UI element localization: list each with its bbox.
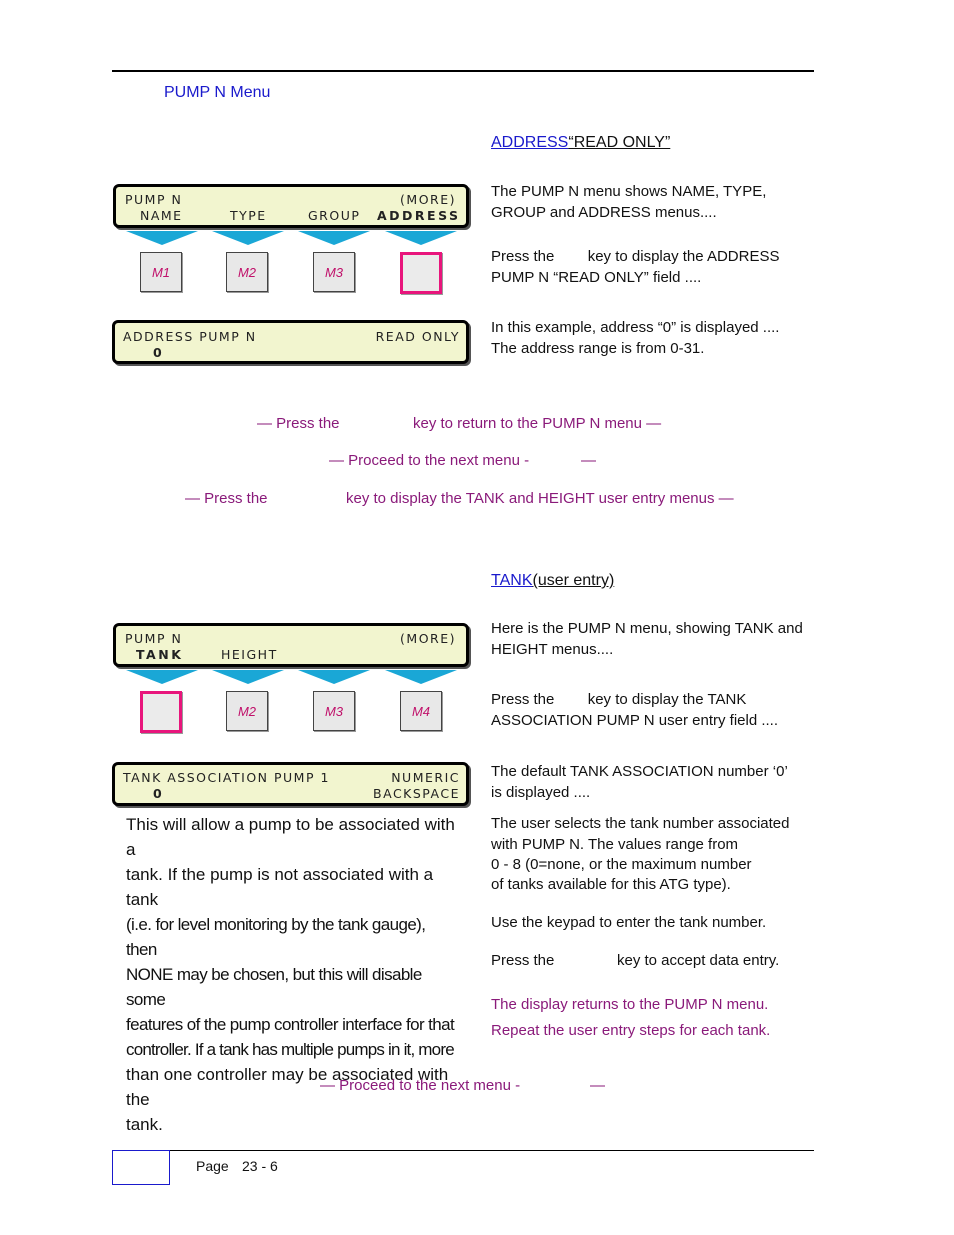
key-m4[interactable]: M4 xyxy=(400,691,442,731)
nav-proceed-right: — xyxy=(581,452,596,469)
lcd-line1-left: ADDRESS PUMP N xyxy=(123,329,257,344)
address-header-rest: “READ ONLY” xyxy=(568,134,671,151)
key-m1-highlighted[interactable] xyxy=(140,691,182,733)
lcd-line1-left: TANK ASSOCIATION PUMP 1 xyxy=(123,770,330,785)
key-m4-highlighted[interactable] xyxy=(400,252,442,294)
paragraph-line: This will allow a pump to be associated with a xyxy=(126,815,455,859)
paragraph-line: than one controller may be associated with the xyxy=(126,1065,449,1109)
paragraph-line: (i.e. for level monitoring by the tank gauge), then xyxy=(126,915,426,959)
lcd-line1-left: PUMP N xyxy=(125,631,183,646)
nav-return-left: — Press the xyxy=(257,415,340,432)
paragraph-line: controller. If a tank has multiple pumps in it, more xyxy=(126,1040,454,1059)
tank-link[interactable]: TANK xyxy=(491,572,533,589)
paragraph-line: features of the pump controller interface for that xyxy=(126,1015,455,1034)
footer-rule xyxy=(168,1150,814,1151)
address-text-2: Press the key to display the ADDRESS PUMP N “READ ONLY” field .... xyxy=(491,248,784,286)
tank-text-6b: key to accept data entry. xyxy=(617,952,780,969)
nav-display-left: — Press the xyxy=(185,490,268,507)
lcd-line2-right: BACKSPACE xyxy=(373,786,460,801)
lcd-line1-right: NUMERIC xyxy=(391,770,460,785)
tank-text-4b: with PUMP N. The values range from xyxy=(491,836,739,853)
paragraph-line: NONE may be chosen, but this will disable some xyxy=(126,965,422,1009)
lcd-pump-menu-tank xyxy=(113,623,469,667)
menu-arrow-icon xyxy=(298,231,370,245)
lcd-menu-group: GROUP xyxy=(308,208,361,223)
address-text-1: The PUMP N menu shows NAME, TYPE, GROUP and ADDRESS menus.... xyxy=(491,183,767,221)
lcd-address-value: 0 xyxy=(153,345,165,360)
tank-header xyxy=(491,572,614,590)
lcd-line1-right: (MORE) xyxy=(400,631,456,646)
lcd-line1-left: PUMP N xyxy=(125,192,183,207)
menu-arrow-icon xyxy=(385,231,457,245)
key-m3[interactable]: M3 xyxy=(313,252,355,292)
tank-purple-2: Repeat the user entry steps for each tank. xyxy=(491,1022,771,1039)
address-text-3b: The address range is from 0-31. xyxy=(491,340,705,357)
address-text-3a: In this example, address “0” is displayed .... xyxy=(491,319,780,336)
address-link[interactable]: ADDRESS xyxy=(491,134,569,151)
tank-text-2: Press the key to display the TANK ASSOCIATION PUMP N user entry field .... xyxy=(491,691,779,729)
paragraph-line: tank. If the pump is not associated with a tank xyxy=(126,865,434,909)
tank-text-4a: The user selects the tank number associated xyxy=(491,815,790,832)
tank-text-1: Here is the PUMP N menu, showing TANK and HEIGHT menus.... xyxy=(491,620,803,658)
paragraph-line: tank. xyxy=(126,1115,163,1134)
key-m2[interactable]: M2 xyxy=(226,691,268,731)
section-title: PUMP N Menu xyxy=(164,84,271,101)
lcd-menu-name: NAME xyxy=(140,208,183,223)
lcd-line1-right: (MORE) xyxy=(400,192,456,207)
tank-text-3: The default TANK ASSOCIATION number ‘0’ is displayed .... xyxy=(491,763,788,801)
menu-arrow-icon xyxy=(126,231,198,245)
menu-arrow-icon xyxy=(212,670,284,684)
key-m2[interactable]: M2 xyxy=(226,252,268,292)
menu-arrow-icon xyxy=(126,670,198,684)
menu-arrow-icon xyxy=(385,670,457,684)
nav-proceed-left: — Proceed to the next menu - xyxy=(320,1077,521,1094)
address-header xyxy=(491,134,670,152)
lcd-menu-address: ADDRESS xyxy=(377,208,461,223)
menu-arrow-icon xyxy=(212,231,284,245)
tank-text-5: Use the keypad to enter the tank number. xyxy=(491,914,767,931)
tank-text-4d: of tanks available for this ATG type). xyxy=(491,876,731,893)
footer-tab-box xyxy=(112,1150,170,1185)
lcd-pump-menu xyxy=(113,184,469,228)
lcd-menu-tank: TANK xyxy=(136,647,184,662)
tank-header-rest: (user entry) xyxy=(532,572,615,589)
nav-proceed-right: — xyxy=(590,1077,605,1094)
lcd-tank-association xyxy=(112,762,469,806)
key-m1[interactable]: M1 xyxy=(140,252,182,292)
menu-arrow-icon xyxy=(298,670,370,684)
key-m3[interactable]: M3 xyxy=(313,691,355,731)
nav-proceed-left: — Proceed to the next menu - xyxy=(329,452,530,469)
lcd-menu-height: HEIGHT xyxy=(221,647,278,662)
nav-display-right: key to display the TANK and HEIGHT user entry menus — xyxy=(346,490,734,507)
tank-text-6a: Press the xyxy=(491,952,555,969)
top-rule xyxy=(112,70,814,72)
lcd-line1-right: READ ONLY xyxy=(375,329,460,344)
lcd-menu-type: TYPE xyxy=(230,208,267,223)
footer-page-label: Page xyxy=(196,1158,229,1174)
nav-return-right: key to return to the PUMP N menu — xyxy=(413,415,662,432)
tank-purple-1: The display returns to the PUMP N menu. xyxy=(491,996,769,1013)
lcd-address-readonly xyxy=(112,320,469,364)
footer-page-number: 23 - 6 xyxy=(242,1158,278,1174)
lcd-tank-value: 0 xyxy=(153,786,165,801)
tank-text-4c: 0 - 8 (0=none, or the maximum number xyxy=(491,856,752,873)
